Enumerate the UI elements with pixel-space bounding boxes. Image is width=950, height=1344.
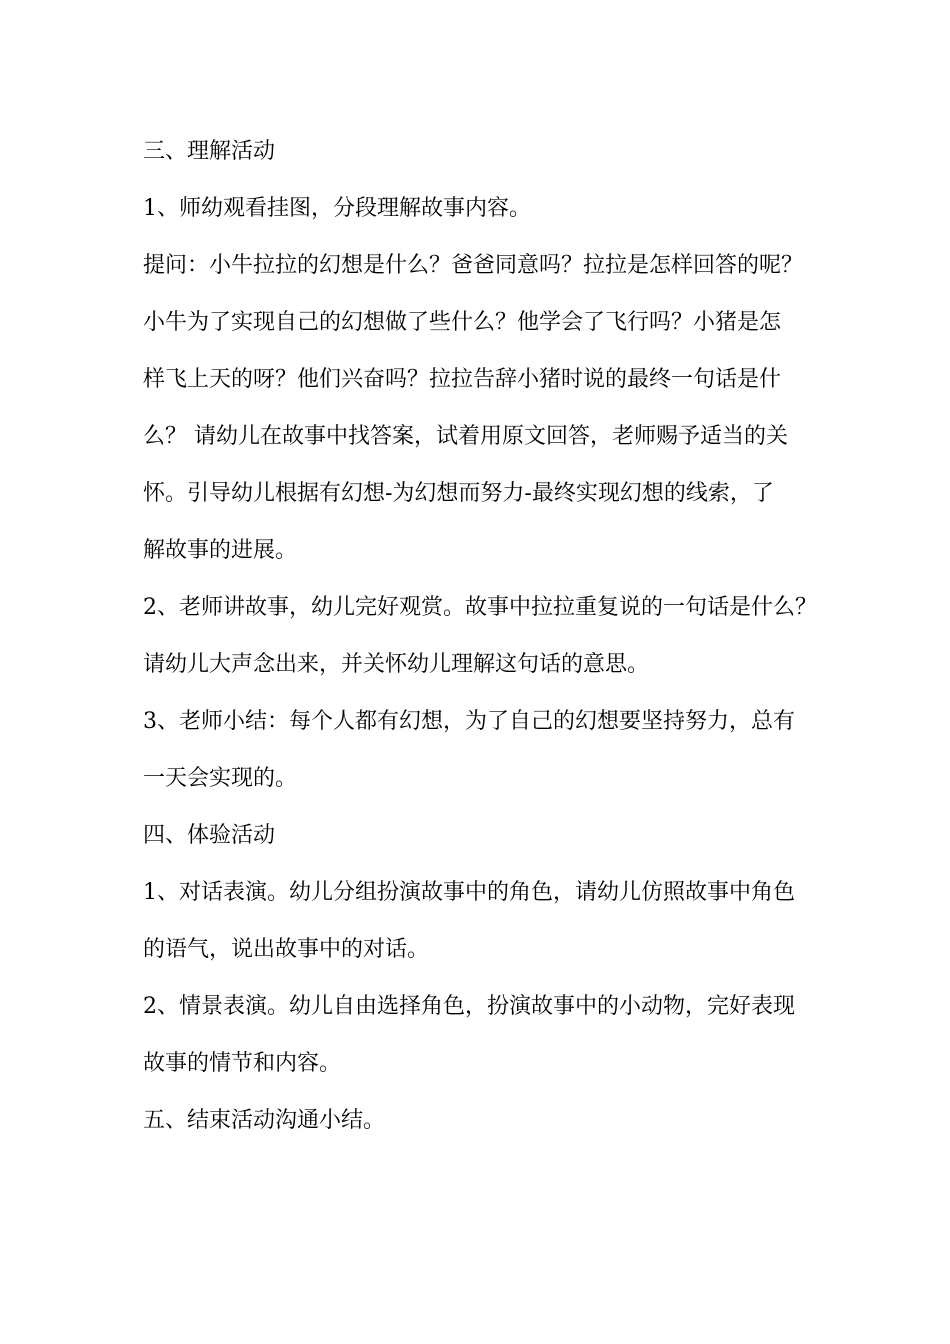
paragraph-line: 样飞上天的呀？他们兴奋吗？拉拉告辞小猪时说的最终一句话是什 <box>143 367 782 392</box>
paragraph-line: 一天会实现的。 <box>143 766 298 791</box>
paragraph-line: 2、老师讲故事，幼儿完好观赏。故事中拉拉重复说的一句话是什么？ <box>143 595 817 620</box>
paragraph-line: 提问：小牛拉拉的幻想是什么？爸爸同意吗？拉拉是怎样回答的呢？ <box>143 253 804 278</box>
paragraph-line: 故事的情节和内容。 <box>143 1051 342 1076</box>
paragraph-line: 3、老师小结：每个人都有幻想，为了自己的幻想要坚持努力，总有 <box>143 709 795 734</box>
paragraph-line: 小牛为了实现自己的幻想做了些什么？他学会了飞行吗？小猪是怎 <box>143 310 782 335</box>
paragraph-line: 2、情景表演。幼儿自由选择角色，扮演故事中的小动物，完好表现 <box>143 994 795 1019</box>
section-heading-conclusion: 五、结束活动沟通小结。 <box>143 1108 386 1133</box>
paragraph-line: 怀。引导幼儿根据有幻想-为幻想而努力-最终实现幻想的线索，了 <box>143 481 774 506</box>
paragraph-line: 请幼儿大声念出来，并关怀幼儿理解这句话的意思。 <box>143 652 650 677</box>
paragraph-line: 1、师幼观看挂图，分段理解故事内容。 <box>143 196 531 221</box>
paragraph-line: 么？ 请幼儿在故事中找答案，试着用原文回答，老师赐予适当的关 <box>143 424 788 449</box>
paragraph-line: 解故事的进展。 <box>143 538 298 563</box>
paragraph-line: 的语气，说出故事中的对话。 <box>143 937 430 962</box>
paragraph-line: 1、对话表演。幼儿分组扮演故事中的角色，请幼儿仿照故事中角色 <box>143 880 795 905</box>
section-heading-understanding: 三、理解活动 <box>143 139 276 164</box>
section-heading-experience: 四、体验活动 <box>143 823 276 848</box>
